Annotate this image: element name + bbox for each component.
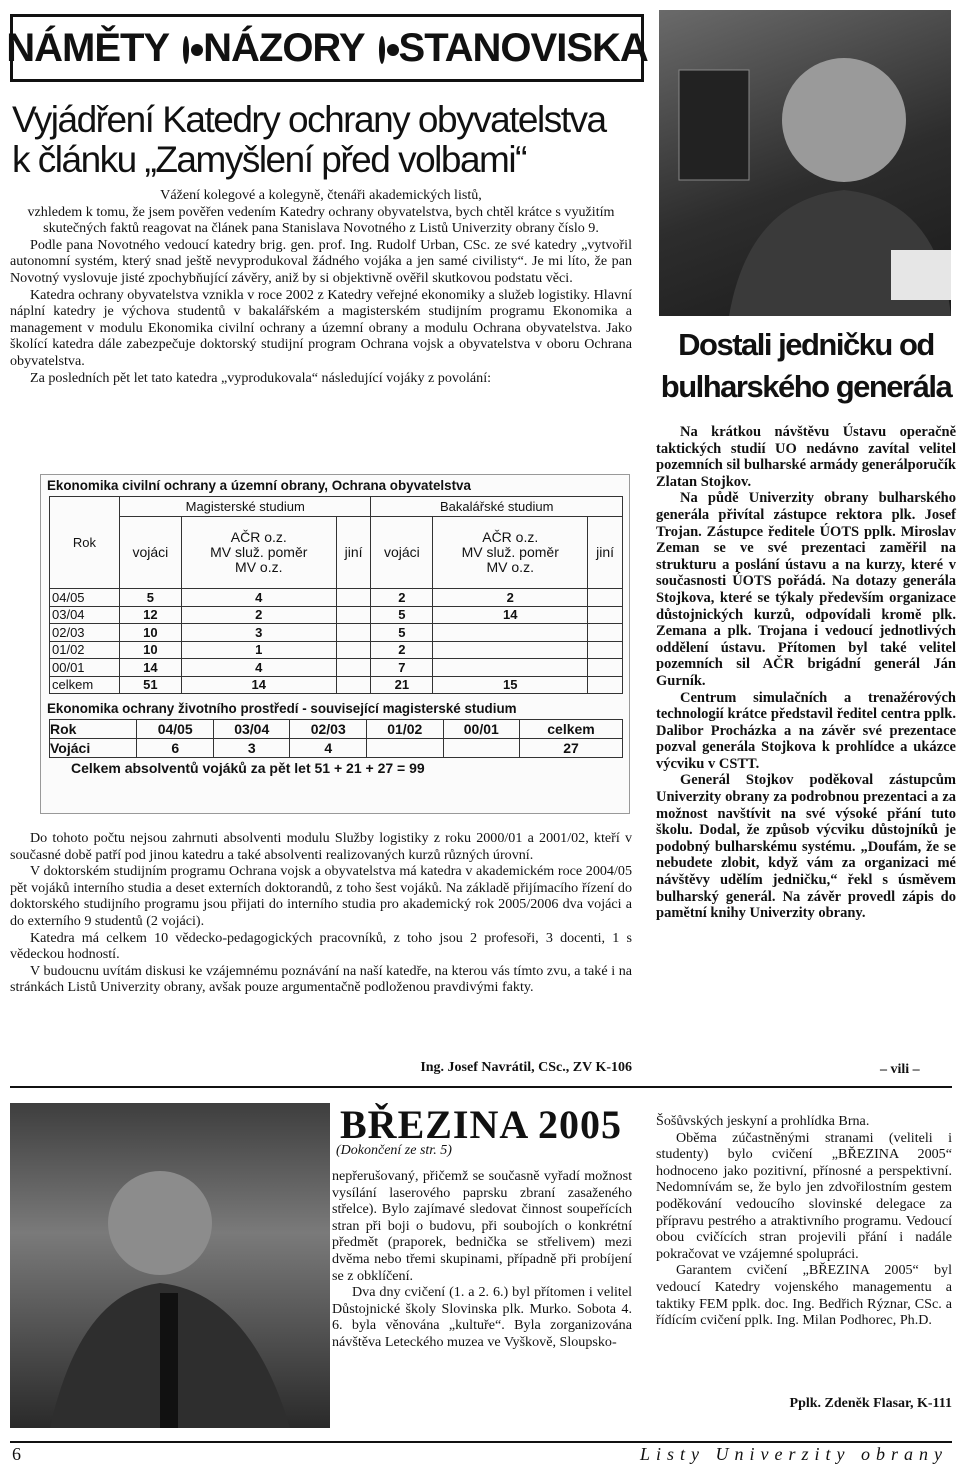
article-paragraph: Do tohoto počtu nejsou zahrnuti absolventi modulu Služby logistiky z roku 2000/01 a 2001/02, kteří v současné době patří pod jinou katedru a také absolventi realizovaných kurzů různých úrovní. (10, 830, 632, 863)
general-photo (659, 10, 951, 316)
statistics-figure (40, 474, 630, 814)
table-row: 00/01 14 4 7 (50, 659, 623, 677)
section-divider (10, 1086, 952, 1088)
brezina-col-2 (656, 1113, 952, 1329)
article-body-bottom (10, 830, 632, 996)
article-paragraph: vzhledem k tomu, že jsem pověřen vedením Katedry ochrany obyvatelstva, bych chtěl krátce s využitím skutečných faktů reagovat na článek pana Stanislava Novotného z Listů Univerzity obrany číslo 9. (27, 203, 615, 237)
masthead-part2: NÁZORY (203, 25, 365, 70)
col-vojaci: vojáci (371, 517, 433, 589)
article-paragraph: Vážení kolegové a kolegyně, čtenáři akademických listů, (160, 187, 482, 203)
article-paragraph: Podle pana Novotného vedoucí katedry brig. gen. prof. Ing. Rudolf Urban, CSc. ze své katedry „vytvořil autonomní systém, který snad ještě nevyprodukoval žádného vojáka a jen samé civilisty“. Je mi líto, že pan Novotný vyslovuje jisté zpochybňující závěry, aniž by si objektivně ověřil skutkovou podstatu věci. (10, 236, 632, 286)
headline-line-1: Vyjádření Katedry ochrany obyvatelstva (12, 99, 606, 140)
brezina-paragraph: Oběma zúčastněnými stranami (veliteli i studenty) bylo cvičení „BŘEZINA 2005“ hodnoceno jako pozitivní, přínosné a perspektivní. Nedomnívám se, že bylo jen zdvořilostním gestem poděkování vedoucího slovinské delegace za přípravu pestrého a atraktivního programu. Vedoucí obou cvičících stran projevili přání i nadále pokračovat ve vzájemné spolupráci. (656, 1129, 952, 1262)
article-headline (12, 100, 652, 180)
article-paragraph: Katedra má celkem 10 vědecko-pedagogických pracovníků, z toho jsou 2 profesoři, 3 docenti, 1 s vědeckou hodností. (10, 929, 632, 963)
graduates-table (49, 496, 623, 694)
side-article-body (656, 424, 956, 922)
footer-divider (10, 1441, 952, 1443)
side-paragraph: Na půdě Univerzity obrany bulharského generála přivítal zástupce rektora plk. Josef Trojan. Zástupce ředitele ÚOTS pplk. Miroslav Zeman se ve své prezentaci zaměřil na strukturu a poslání ústavu a na kurzy, které v současnosti ÚOTS pořádá. Na dotazy generála Stojkova, které se týkaly především organizace důstojnických kurzů, odpovídali kromě plk. Zemana a plk. Trojana i vedoucí jednotlivých oddělení ústavu. Přítomen byl také velitel pozemních sil AČR brigádní generál Ján Gurník. (656, 490, 956, 689)
side-paragraph: Na krátkou návštěvu Ústavu operačně taktických studií UO nedávno zavítal velitel pozemních sil bulharské armády generálporučík Zlatan Stojkov. (656, 424, 956, 490)
headline-line-2: k článku „Zamyšlení před volbami“ (12, 139, 526, 180)
masthead-part3: STANOVISKA (398, 25, 648, 70)
brezina-col-1 (332, 1168, 632, 1351)
general-portrait-image (659, 10, 951, 316)
table-row: 03/04 12 2 5 14 (50, 606, 623, 624)
article-body-top (10, 187, 632, 386)
brezina-paragraph: Garantem cvičení „BŘEZINA 2005“ byl vedoucí Katedry vojenského managementu a taktiky FEM pplk. doc. Ing. Bedřich Rýznar, CSc. a řídícím cvičení pplk. Ing. Milan Podhorec, Ph.D. (656, 1262, 952, 1329)
side-paragraph: Generál Stojkov poděkoval zástupcům Univerzity obrany za podrobnou prezentaci a za možnost navštívit na své výsoké přání tuto školu. Dodal, že způsob výcviku důstojníků je podobný bulharskému systému. „Doufám, že se nebudete zlobit, když vám za organizaci mé návštěvy udělím jedničku,“ řekl s úsměvem bulharský generál. Na závěr provedl zápis do pamětní knihy Univerzity obrany. (656, 772, 956, 922)
col-acr: AČR o.z. MV služ. poměr MV o.z. (433, 517, 588, 589)
brezina-signature: Pplk. Zdeněk Flasar, K-111 (789, 1396, 952, 1411)
col-jini: jiní (336, 517, 371, 589)
col-rok: Rok (50, 497, 120, 589)
col-jini: jiní (588, 517, 623, 589)
table-row: 04/05 5 4 2 2 (50, 589, 623, 607)
masthead-part1: NÁMĚTY (6, 25, 170, 70)
col-vojaci: vojáci (119, 517, 181, 589)
table-row: Vojáci 6 3 4 27 (50, 739, 623, 758)
table1-title: Ekonomika civilní ochrany a územní obrany, Ochrana obyvatelstva (47, 478, 471, 493)
article-signature: Ing. Josef Navrátil, CSc., ZV K-106 (420, 1060, 632, 1075)
table-row: Rok 04/05 03/04 02/03 01/02 00/01 celkem (50, 720, 623, 739)
brezina-paragraph: Dva dny cvičení (1. a 2. 6.) byl přítomen i velitel Důstojnické školy Slovinska plk. Murko. Sobota 4. 6. byla věnována „kultuře“. Byla zorganizována návštěva Leteckého muzea ve Vyškově, Sloupsko- (332, 1284, 632, 1350)
section-masthead (6, 14, 648, 82)
group-bakalarske: Bakalářské studium (371, 497, 623, 517)
side-headline: Dostali jedničku od bulharského generála (660, 327, 952, 404)
brezina-subtitle: (Dokončení ze str. 5) (336, 1143, 452, 1158)
article-paragraph: Za posledních pět let tato katedra „vyprodukovala“ následující vojáky z povolání: (30, 369, 492, 386)
table-row: 01/02 10 1 2 (50, 641, 623, 659)
soldier-photo (10, 1103, 330, 1428)
brezina-paragraph: nepřerušovaný, přičemž se současně vyřadí možnost vysílání laserového paprsku zbraní zasaženého střelce). Bylo zajímavé sledovat činnost soupeřících stran při boji o budovu, při soubojích o konkrétní předmět (praporek, bednička se střelivem) mezi dvěma nebo třemi skupinami, případně při probíjení se z obklíčení. (332, 1168, 632, 1284)
table-row: celkem 51 14 21 15 (50, 676, 623, 694)
table-row: 02/03 10 3 5 (50, 624, 623, 642)
article-paragraph: V doktorském studijním programu Ochrana vojsk a obyvatelstva má katedra v akademickém roce 2004/05 pět vojáků interního studia a deset externích doktorandů, z toho šest vojáků. Na základě přijímacího řízení do doktorského studijního programu jsou přijati do interního studia pro akademický rok 2005/2006 dva vojáci a do externího 9 studentů (2 vojáci). (10, 863, 632, 929)
brezina-title: BŘEZINA 2005 (340, 1102, 623, 1147)
bullet-icon (183, 36, 189, 64)
group-magisterske: Magisterské studium (119, 497, 370, 517)
col-acr: AČR o.z. MV služ. poměr MV o.z. (181, 517, 336, 589)
bullet-icon (379, 36, 385, 64)
side-paragraph: Centrum simulačních a trenažérových technologií krátce představil ředitel centra pplk. Dalibor Procházka a na závěr své prezentace pozval generála Stojkova k prohlídce a ukázce výcviku v CSTT. (656, 689, 956, 772)
brezina-paragraph: Šošůvských jeskyní a prohlídka Brna. (656, 1113, 870, 1129)
table2-title: Ekonomika ochrany životního prostředí - související magisterské studium (47, 701, 517, 716)
publication-name: Listy Univerzity obrany (640, 1444, 948, 1464)
graduates-total: Celkem absolventů vojáků za pět let 51 + 21 + 27 = 99 (71, 760, 425, 776)
environment-table (49, 719, 623, 758)
soldier-image (10, 1103, 330, 1428)
side-signature: – vili – (880, 1062, 920, 1077)
article-paragraph: V budoucnu uvítám diskusi ke vzájemnému poznávání na naší katedře, na kterou vás tímto zvu, a také i na stránkách Listů Univerzity obrany, avšak pouze argumentačně podloženou pravdivými fakty. (10, 962, 632, 996)
page-number: 6 (12, 1444, 21, 1464)
article-paragraph: Katedra ochrany obyvatelstva vznikla v roce 2002 z Katedry veřejné ekonomiky a služeb logistiky. Hlavní náplní katedry je výchova studentů v bakalářském a magisterském studijním programu Ekonomika a management v modulu Ekonomika civilní ochrany a územní obrany a modulu Ochrana obyvatelstva. Jako školící katedra dále zabezpečuje doktorský studijní program Ochrana vojsk a obyvatelstva v oboru Ochrana obyvatelstva. (10, 286, 632, 369)
